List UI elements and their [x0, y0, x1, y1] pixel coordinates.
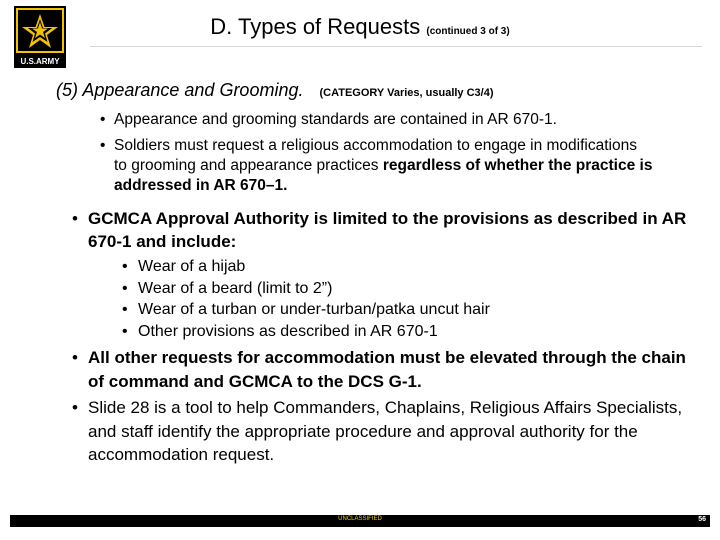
list-item — [72, 207, 698, 253]
bullet-text: Appearance and grooming standards are contained in AR 670-1. — [114, 111, 557, 128]
provision-list — [122, 256, 638, 342]
list-item — [122, 299, 638, 321]
provision-text: Wear of a hijab — [138, 258, 246, 275]
bullet-dot-icon: • — [72, 398, 78, 417]
bullet-dot-icon: • — [72, 209, 78, 228]
list-item — [100, 136, 654, 196]
bullet-dot-icon: • — [122, 322, 128, 340]
category-note: (CATEGORY Varies, usually C3/4) — [319, 87, 494, 99]
title-main: D. Types of Requests — [210, 14, 421, 39]
svg-text:U.S.ARMY: U.S.ARMY — [20, 57, 60, 66]
list-item — [100, 110, 654, 130]
section-bullets — [100, 110, 654, 202]
closing-bullets — [72, 346, 698, 470]
bullet-text-bold: regardless of whether the practice is addressed in AR 670–1. — [114, 157, 653, 194]
provision-text: Other provisions as described in AR 670-1 — [138, 322, 438, 340]
bullet-dot-icon: • — [100, 111, 106, 128]
list-item — [122, 256, 638, 278]
bullet-text: GCMCA Approval Authority is limited to the provisions as described in AR 670-1 and include: — [88, 209, 687, 251]
list-item — [72, 346, 698, 393]
title-suffix: (continued 3 of 3) — [426, 26, 510, 37]
list-item — [122, 321, 638, 343]
list-item — [122, 278, 638, 300]
provision-text: Wear of a turban or under-turban/patka uncut hair — [138, 301, 490, 318]
bullet-dot-icon: • — [100, 137, 106, 154]
bullet-dot-icon: • — [122, 279, 128, 297]
section-heading-text: (5) Appearance and Grooming. — [56, 80, 304, 100]
bullet-text: Soldiers must request a religious accommodation to engage in modifications to grooming and appearance practices — [114, 137, 637, 174]
slide-title — [0, 14, 720, 40]
provision-text: Wear of a beard (limit to 2”) — [138, 279, 333, 297]
list-item — [72, 396, 698, 467]
bullet-dot-icon: • — [122, 258, 128, 275]
bullet-text: Slide 28 is a tool to help Commanders, Chaplains, Religious Affairs Specialists, and staff identify the appropriate procedure and approval authority for the accommodation request. — [88, 398, 683, 464]
bullet-dot-icon: • — [122, 301, 128, 318]
bullet-dot-icon: • — [72, 348, 78, 367]
title-divider — [90, 46, 702, 47]
gcmca-bullet — [72, 207, 698, 253]
bullet-text: All other requests for accommodation must be elevated through the chain of command and GCMCA to the DCS G-1. — [88, 348, 686, 391]
page-number: 56 — [698, 516, 706, 523]
classification-label: UNCLASSIFIED — [338, 516, 382, 522]
footer-bar — [10, 515, 710, 527]
section-heading — [56, 80, 494, 101]
